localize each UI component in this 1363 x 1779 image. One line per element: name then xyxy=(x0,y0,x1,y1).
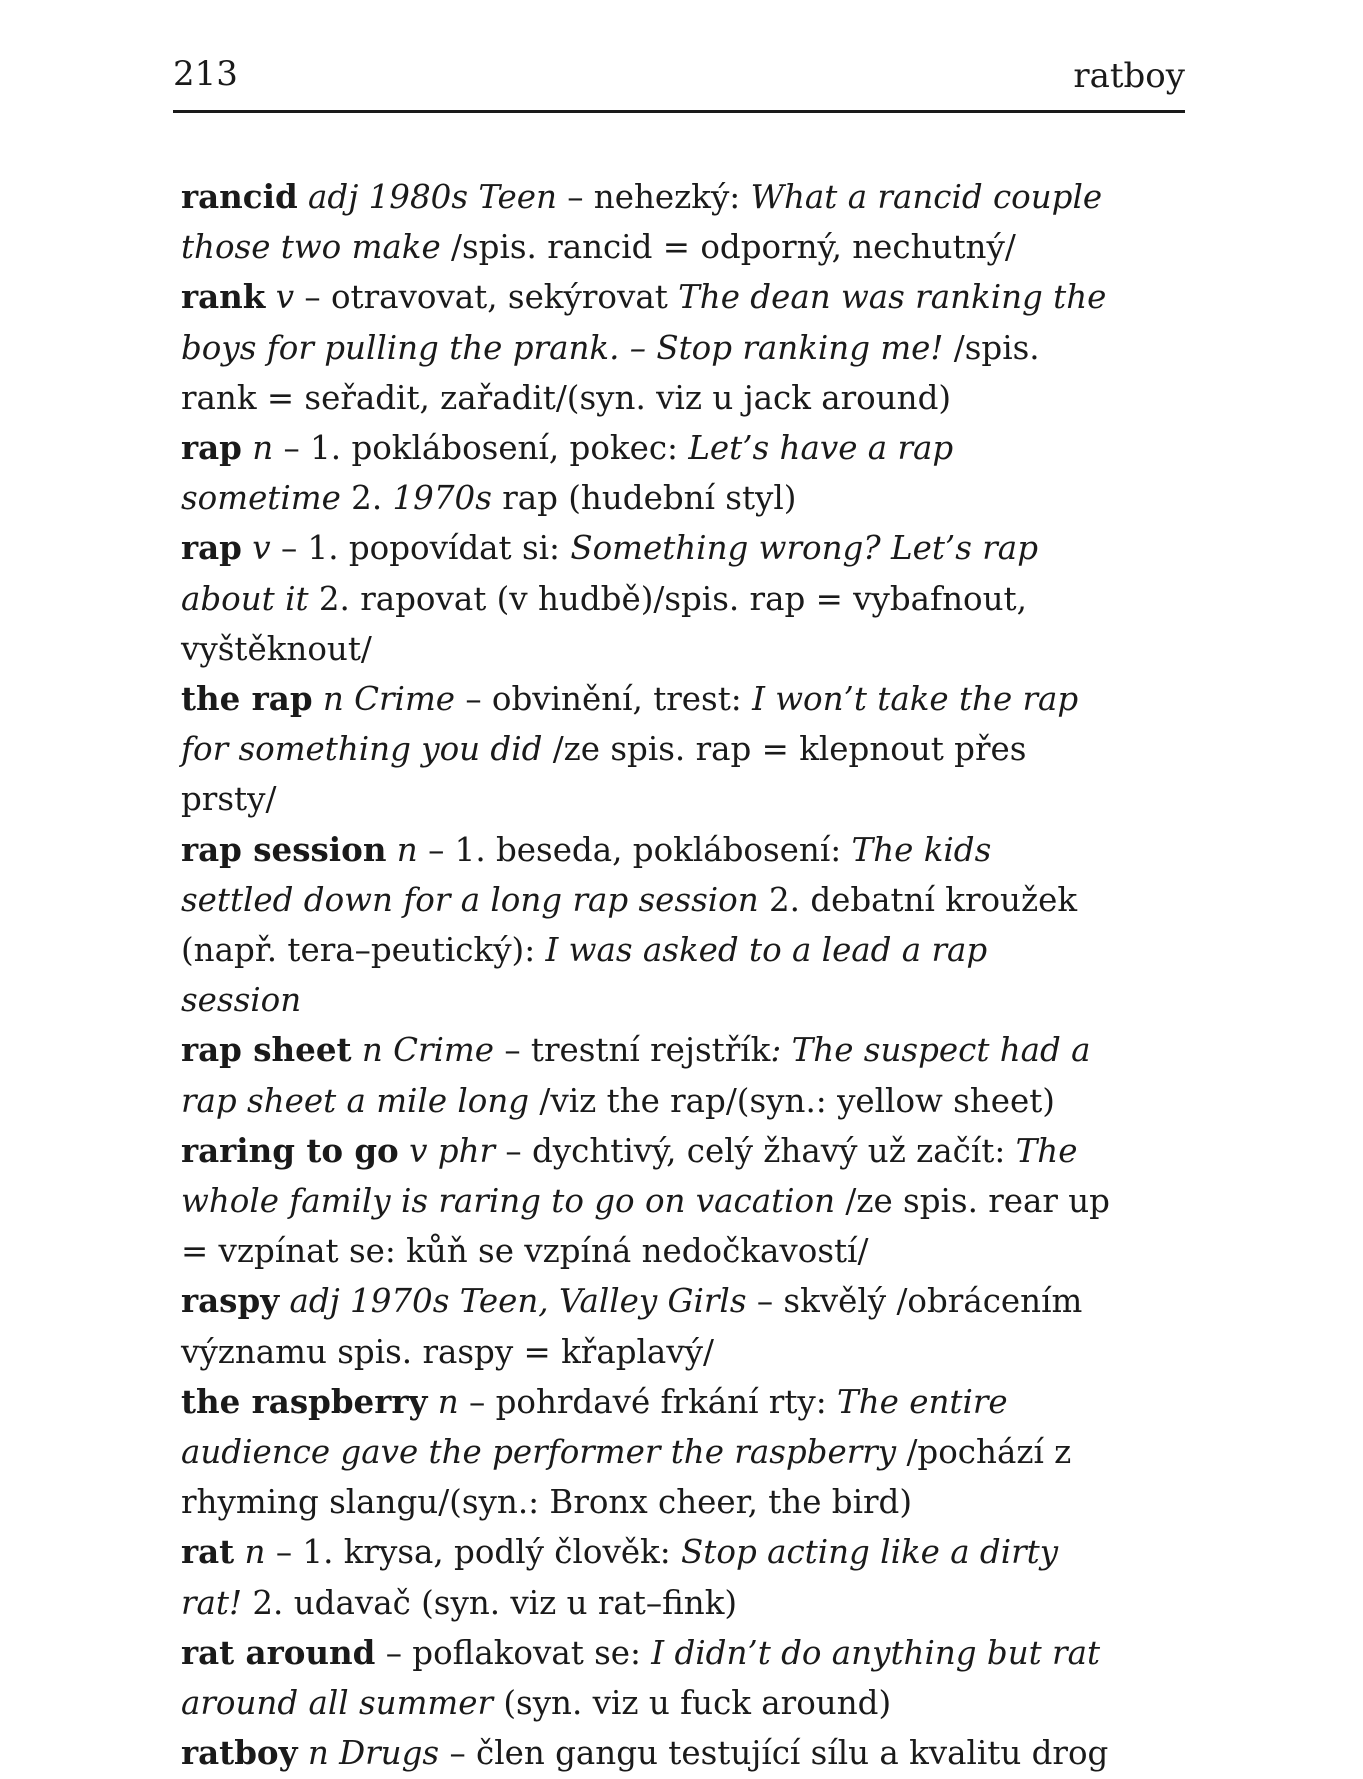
entry-headword: rap xyxy=(181,428,242,468)
entry-headword: raring to go xyxy=(181,1130,399,1170)
entry-headword: ratboy xyxy=(181,1733,298,1773)
entry-headword: the rap xyxy=(181,679,313,719)
dictionary-entry: the raspberry n – pohrdavé frkání rty: The entire audience gave the performer the raspberry /pochází z rhyming slangu/(syn.: Bronx cheer, the bird) xyxy=(181,1381,1072,1522)
dictionary-entry: rap session n – 1. beseda, poklábosení: The kids settled down for a long rap session 2. debatní kroužek (např. tera–peutický): I was asked to a lead a rap session xyxy=(181,829,1078,1020)
dictionary-entry: rat n – 1. krysa, podlý člověk: Stop acting like a dirty rat! 2. udavač (syn. viz u rat–fink) xyxy=(181,1532,1059,1622)
dictionary-entry: rap n – 1. poklábosení, pokec: Let’s have a rap sometime 2. 1970s rap (hudební styl) xyxy=(181,428,954,518)
entry-headword: rank xyxy=(181,277,266,317)
dictionary-entry: ratboy n Drugs – člen gangu testující sílu a kvalitu drog xyxy=(181,1733,1109,1773)
entry-headword: rap session xyxy=(181,829,387,869)
dictionary-entry: rancid adj 1980s Teen – nehezký: What a rancid couple those two make /spis. rancid = odporný, nechutný/ xyxy=(181,177,1103,267)
dictionary-entry: the rap n Crime – obvinění, trest: I won’t take the rap for something you did /ze spis. rap = klepnout přes prsty/ xyxy=(181,679,1079,819)
entry-headword: rat around xyxy=(181,1632,376,1672)
entry-headword: raspy xyxy=(181,1281,280,1321)
page-header xyxy=(173,52,1185,113)
dictionary-entry: rap sheet n Crime – trestní rejstřík: The suspect had a rap sheet a mile long /viz the rap/(syn.: yellow sheet) xyxy=(181,1030,1091,1120)
entry-headword: the raspberry xyxy=(181,1381,428,1421)
page-number: 213 xyxy=(173,54,238,94)
dictionary-entry: raspy adj 1970s Teen, Valley Girls – skvělý /obrácením významu spis. raspy = křaplavý/ xyxy=(181,1281,1083,1371)
dictionary-entry: rank v – otravovat, sekýrovat The dean was ranking the boys for pulling the prank. – Stop ranking me! /spis. rank = seřadit, zařadit/(syn. viz u jack around) xyxy=(181,277,1107,417)
running-head: ratboy xyxy=(1073,56,1185,96)
entry-headword: rap sheet xyxy=(181,1030,352,1070)
entry-headword: rap xyxy=(181,528,242,568)
dictionary-entry: rat around – poflakovat se: I didn’t do anything but rat around all summer (syn. viz u fuck around) xyxy=(181,1632,1101,1723)
dictionary-entries xyxy=(181,172,1111,1779)
entry-headword: rat xyxy=(181,1532,235,1572)
dictionary-entry: raring to go v phr – dychtivý, celý žhavý už začít: The whole family is raring to go on vacation /ze spis. rear up = vzpínat se: kůň se vzpíná nedočkavostí/ xyxy=(181,1130,1110,1271)
dictionary-entry: rap v – 1. popovídat si: Something wrong? Let’s rap about it 2. rapovat (v hudbě)/spis. rap = vybafnout, vyštěknout/ xyxy=(181,528,1038,668)
entry-headword: rancid xyxy=(181,177,298,216)
